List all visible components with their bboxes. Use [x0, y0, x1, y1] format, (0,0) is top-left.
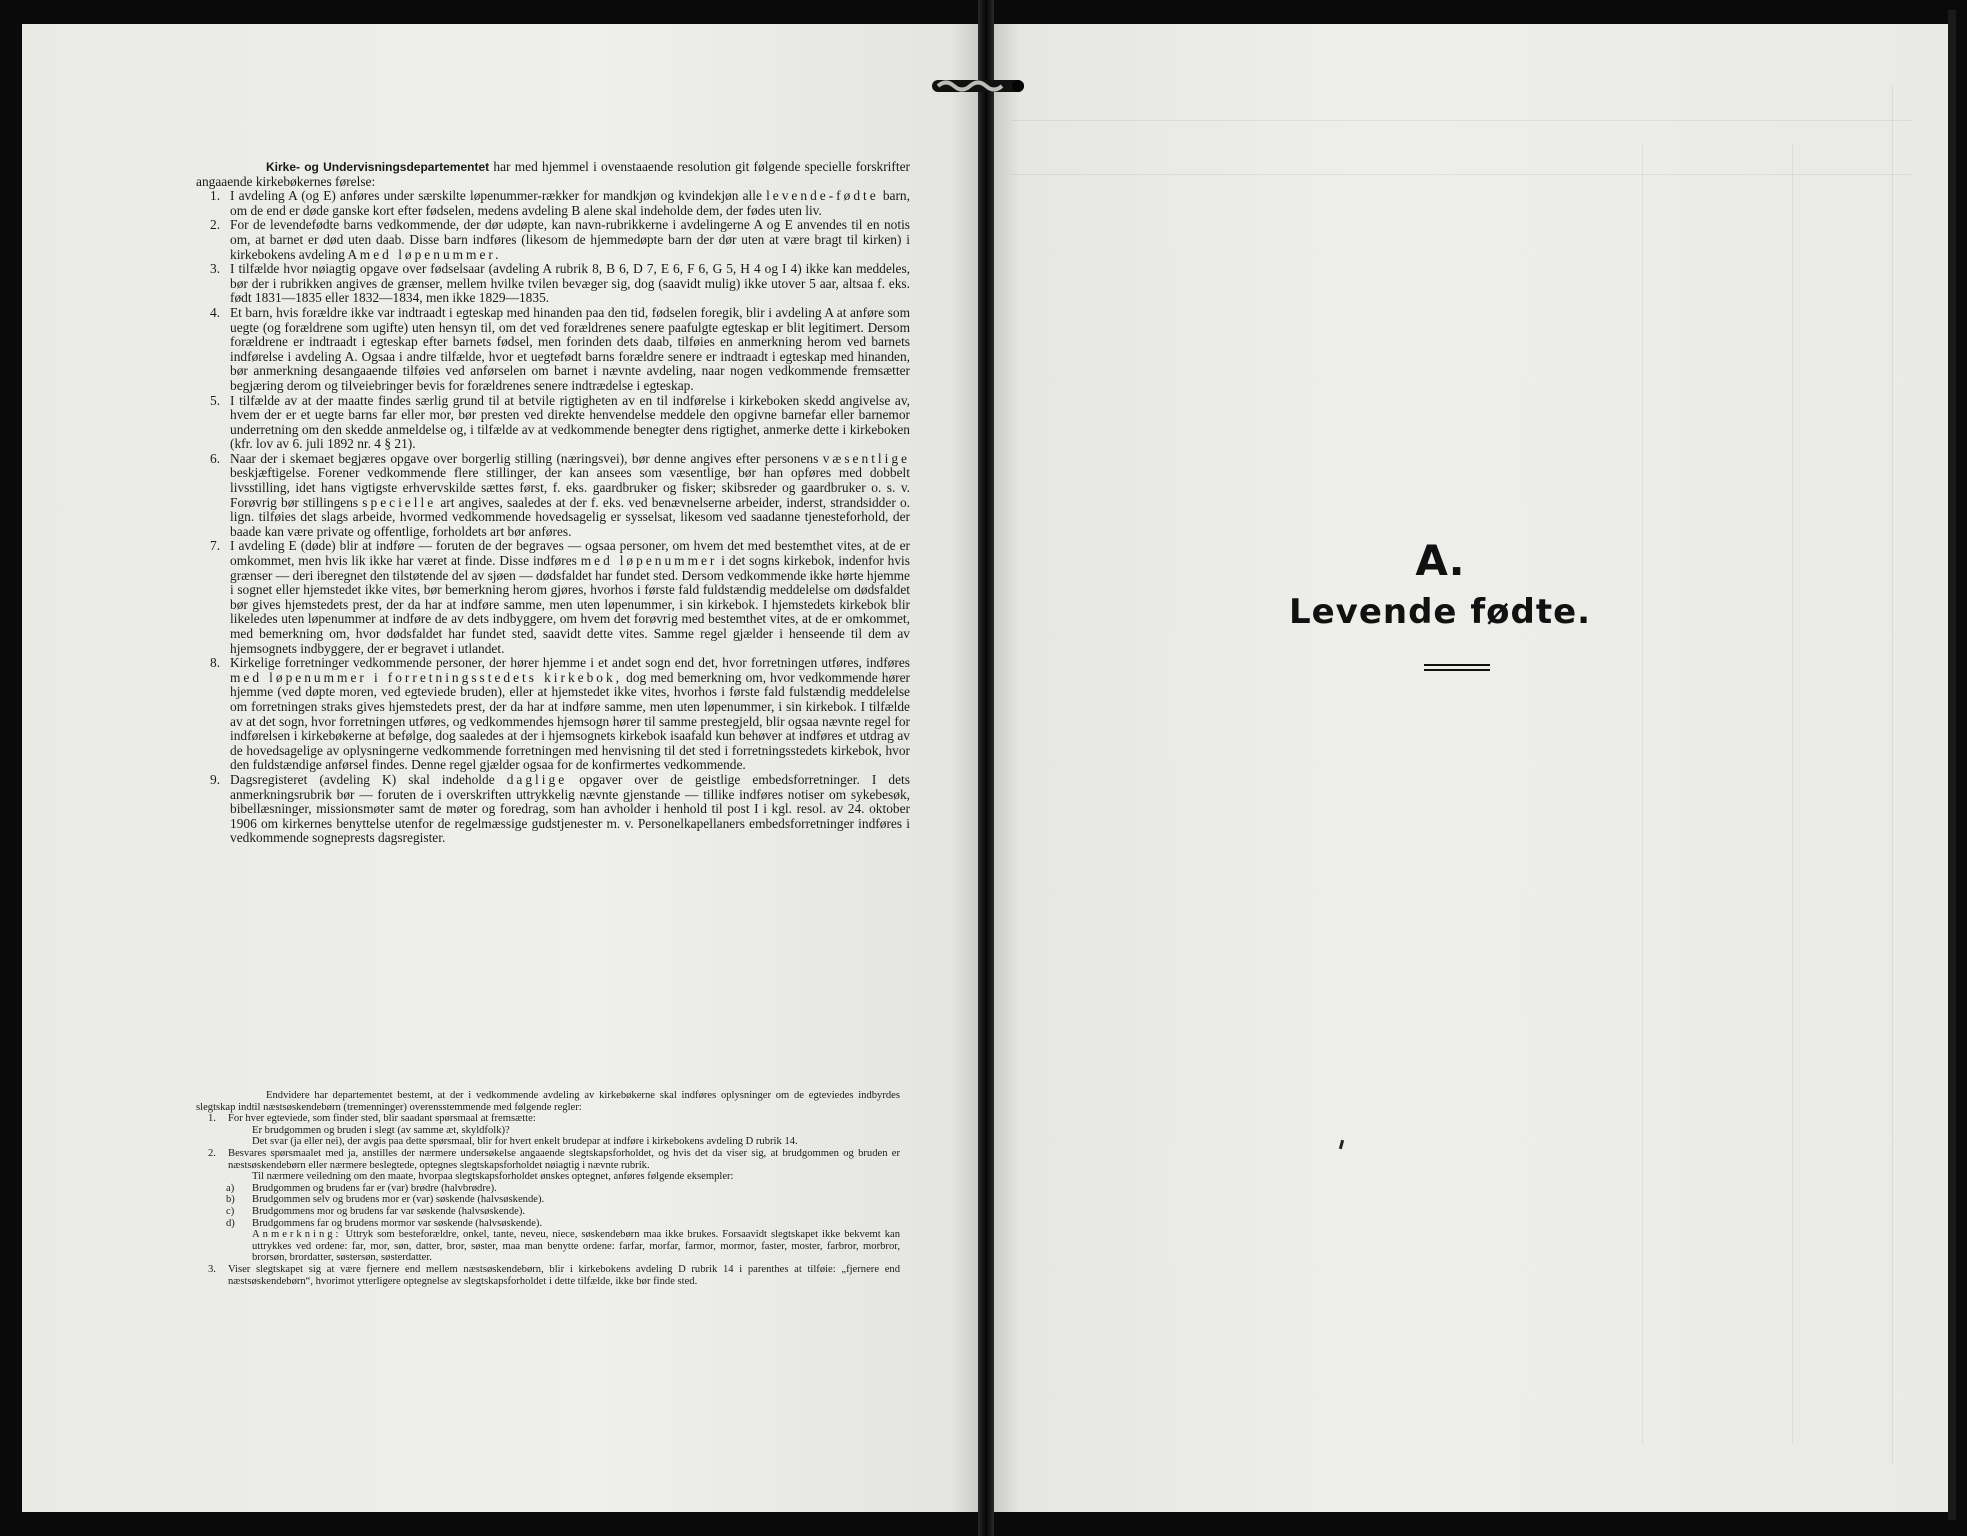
- rule-item: [196, 452, 910, 540]
- book-gutter: [978, 0, 994, 1536]
- example-item: a) Brudgommen og brudens far er (var) brødre (halvbrødre).: [226, 1182, 497, 1194]
- example-item: d) Brudgommens far og brudens mormor var søskende (halvsøskende).: [226, 1217, 543, 1229]
- rule-text: Et barn, hvis forældre ikke var indtraadt i egteskap med hinanden paa den tid, fødselen foregik, blir i avdeling A at anføre som uegte (og forældrene som ugifte) uten hensyn til, om det ved forældrenes senere paafulgte egteskap er blit legitimert. Dersom forældrene er indtraadt i egteskap efter barnets fødsel, men forinden dets daab, tilføies en anmerkning herom ved barnets indførelse i avdeling A. Ogsaa i andre tilfælde, hvor et uegtefødt barns forældre senere er indtraadt i egteskap med hinanden, bør anmerkning desangaaende tilføies ved anførselen om barnet i nævnte avdeling, naar nogen vedkommende fremsætter begjæring derom og tilveiebringer bevis for forældrenes senere indtrædelse i egteskap.: [230, 304, 910, 393]
- rule-number: 1.: [210, 188, 221, 204]
- title-rule: [1424, 669, 1490, 671]
- supplement-item-1: 1. For hver egteviede, som finder sted, blir saadant spørsmaal at fremsætte:: [208, 1113, 536, 1125]
- rule-item: [196, 773, 910, 846]
- supplement-note: Anmerkning: Uttryk som besteforældre, onkel, tante, neveu, niece, søskendebørn maa ikke brukes. Forsaavidt slegtskapet ikke bekvemt kan uttrykkes ved ordene: far, mor, søn, datter, bror, søster, maa man benytte ordene: farfar, morfar, farmor, mormor, faster, moster, farbror, morbror, brorsøn, brordatter, søstersøn, søsterdatter.: [252, 1229, 900, 1264]
- supplement-question: Er brudgommen og bruden i slegt (av samme æt, skyldfolk)?: [252, 1124, 510, 1136]
- rules-list: [196, 189, 910, 846]
- rule-number: 9.: [210, 771, 221, 787]
- rule-number: 3.: [210, 261, 221, 277]
- regulations-intro: [196, 160, 910, 189]
- rule-text: I tilfælde av at der maatte findes særlig grund til at betvile rigtigheten av en til indførelse i kirkeboken skedd angivelse av, hvem der er et uegte barns far eller mor, bør presten ved direkte henvendelse meddele den opgivne barnefar eller barnemor underretning om den skedde anmeldelse og, i tilfælde av at vedkommende benegter dens rigtighet, anmerke dette i kirkeboken (kfr. lov av 6. juli 1892 nr. 4 § 21).: [230, 392, 910, 452]
- rule-number: 6.: [210, 450, 221, 466]
- supplement-intro: Endvidere har departementet bestemt, at der i vedkommende avdeling av kirkebøkerne skal indføres oplysninger om de egteviedes indbyrdes slegtskap indtil næstsøskendebørn (tremenninger) overensstemmende med følgende regler:: [196, 1090, 900, 1113]
- rule-text: I tilfælde hvor nøiagtig opgave over fødselsaar (avdeling A rubrik 8, B 6, D 7, E 6, F 6, G 5, H 4 og I 4) ikke kan meddeles, bør der i rubrikken angives de grænser, mellem hvilke tvilen bevæger sig, dog (saavidt mulig) ikke utover 5 aar, altsaa f. eks. født 1831—1835 eller 1832—1834, men ikke 1829—1835.: [230, 261, 910, 306]
- regulations-text: [196, 160, 910, 846]
- supplement-answer-note: Det svar (ja eller nei), der avgis paa dette spørsmaal, blir for hvert enkelt brudepar at indføre i kirkebokens avdeling D rubrik 14.: [252, 1136, 798, 1148]
- rule-text: I avdeling A (og E) anføres under særskilte løpenummer-rækker for mandkjøn og kvindekjøn alle levende-fødte barn, om de end er døde ganske kort efter fødselen, medens avdeling B alene skal indeholde dem, der fødes uten liv.: [230, 188, 910, 218]
- example-item: b) Brudgommen selv og brudens mor er (var) søskende (halvsøskende).: [226, 1194, 545, 1206]
- rule-number: 2.: [210, 217, 221, 233]
- rule-number: 4.: [210, 304, 221, 320]
- rule-text: Dagsregisteret (avdeling K) skal indeholde daglige opgaver over de geistlige embedsforretninger. I dets anmerkningsrubrik bør — foruten de i overskriften uttrykkelig nævnte gjenstande — tillike indføres notiser om sykebesøk, bibellæsninger, missionsmøter samt de møter og foredrag, som han avholder i henhold til post I i kgl. resol. av 24. oktober 1906 om kirkernes benyttelse utenfor de regelmæssige gudstjenester m. v. Personelkapellaners embedsforretninger indføres i vedkommende sogneprests dagsregister.: [230, 771, 910, 846]
- rule-item: [196, 394, 910, 452]
- rule-item: [196, 539, 910, 656]
- rule-item: [196, 262, 910, 306]
- example-item: c) Brudgommens mor og brudens far var søskende (halvsøskende).: [226, 1205, 526, 1217]
- rule-item: [196, 218, 910, 262]
- rule-text: Kirkelige forretninger vedkommende personer, der hører hjemme i et andet sogn end det, hvor forretningen utføres, indføres med løpenummer i forretningsstedets kirkebok, dog med bemerkning om, hvor vedkommende hører hjemme (ved døpte moren, ved egteviede bruden), eller at hjemstedet ikke vites, hvorhos i første fald fulstændig meddelelse om forretningen straks gives hjemstedets prest, der da har at indføre samme, men uten løpenummer, i sin kirkebok. I tilfælde av at det sogn, hvor forretningen utføres, og vedkommendes hjemsogn hører til samme prestegjeld, blir ogsaa nævnte regel for indførelsen i kirkebøkerne at befølge, dog saaledes at der i hjemsognets kirkebok isaafald kun behøver at indføres et utdrag av de hovedsagelige av oplysningerne vedkommende forretningen med henvisning til det sted i forretningsstedets kirkebok, hvor den fuldstændige anførsel findes. Denne regel gjælder ogsaa for de konfirmertes vedkommende.: [230, 655, 910, 773]
- title-rule: [1424, 664, 1490, 666]
- rule-text: Naar der i skemaet begjæres opgave over borgerlig stilling (næringsvei), bør denne angives efter personens væsentlige beskjæftigelse. Forener vedkommende flere stillinger, der kan ansees som væsentlige, bør han opføres med dobbelt livsstilling, idet hans vigtigste erhvervskilde sættes først, f. eks. gaardbruker og fisker; skibsreder og gaardbruker o. s. v. Forøvrig bør stillingens specielle art angives, saaledes at der f. eks. ved benævnelserne arbeider, inderst, strandsidder o. lign. tilføies det slags arbeide, hvormed vedkommende hovedsagelig er sysselsat, likesom ved saadanne tjenesteforhold, der baade kan være private og offentlige, forholdets art bør anføres.: [230, 450, 910, 539]
- supplement-item-3: 3. Viser slegtskapet sig at være fjernere end mellem næstsøskendebørn, blir i kirkebokens avdeling D rubrik 14 i parenthes at tilføie: „fjernere end næstsøskendebørn“, hvorimot ytterligere optegnelse av slegtskapsforholdet i dette tilfælde, ikke bør finde sted.: [208, 1263, 900, 1287]
- page-edge: [1948, 10, 1956, 1520]
- supplement-examples-intro: Til nærmere veiledning om den maate, hvorpaa slegtskapsforholdet ønskes optegnet, anføres følgende eksempler:: [252, 1171, 734, 1183]
- rule-number: 5.: [210, 392, 221, 408]
- rule-number: 7.: [210, 538, 221, 554]
- rule-text: I avdeling E (døde) blir at indføre — foruten de der begraves — ogsaa personer, om hvem det med bestemthet vites, at de er omkommet, men hvis lik ikke har været at finde. Disse indføres med løpenummer i det sogns kirkebok, indenfor hvis grænser — deri iberegnet den tilstøtende del av sjøen — dødsfaldet har fundet sted. Dersom vedkommende ikke hørte hjemme i sognet eller hjemstedet ikke vites, bør bemerkning herom gjøres, hvorhos i første fald fuldstændig meddelelse om dødsfaldet bør gives hjemstedets prest, der da har at indføre samme, men uten løpenummer, i sin kirkebok. I hjemstedets kirkebok blir likeledes uten løpenummer at indføre de av dets indbyggere, om hvem det forøvrig med bestemthet vites, at de er omkommet, med bemerkning om, hvor dødsfaldet har fundet sted, saavidt dette vites. Samme regel gjælder i henseende til dem av hjemsognets indbyggere, der er begravet i utlandet.: [230, 538, 910, 656]
- rule-number: 8.: [210, 655, 221, 671]
- section-letter: A.: [1415, 536, 1465, 585]
- supplement-examples: [196, 1183, 900, 1229]
- right-page: [992, 24, 1948, 1512]
- rule-text: For de levendefødte barns vedkommende, der dør udøpte, kan navn-rubrikkerne i avdelingerne A og E anvendes til en notis om, at barnet er død uten daab. Disse barn indføres (likesom de hjemmedøpte barn der dør uten at være bragt til kirken) i kirkebokens avdeling A med løpenummer.: [230, 217, 910, 262]
- rule-item: [196, 306, 910, 394]
- supplement-item-2: 2. Besvares spørsmaalet med ja, anstilles der nærmere undersøkelse angaaende slegtskapsforholdet, og hvis det da viser sig, at brudgommen og bruden er næstsøskendebørn eller nærmere beslegtede, optegnes slegtskapsforholdet nøiagtig i nævnte rubrik.: [208, 1147, 900, 1171]
- binding-thread-icon: [930, 76, 1026, 96]
- rule-item: [196, 656, 910, 773]
- section-title: Levende fødte.: [1288, 592, 1592, 632]
- department-name: Kirke- og Undervisningsdepartementet: [266, 160, 490, 174]
- supplement-text: [196, 1090, 900, 1287]
- intro-text: har med hjemmel i ovenstaaende resolution git følgende specielle forskrifter angaaende kirkebøkernes førelse:: [196, 159, 910, 189]
- rule-item: [196, 189, 910, 218]
